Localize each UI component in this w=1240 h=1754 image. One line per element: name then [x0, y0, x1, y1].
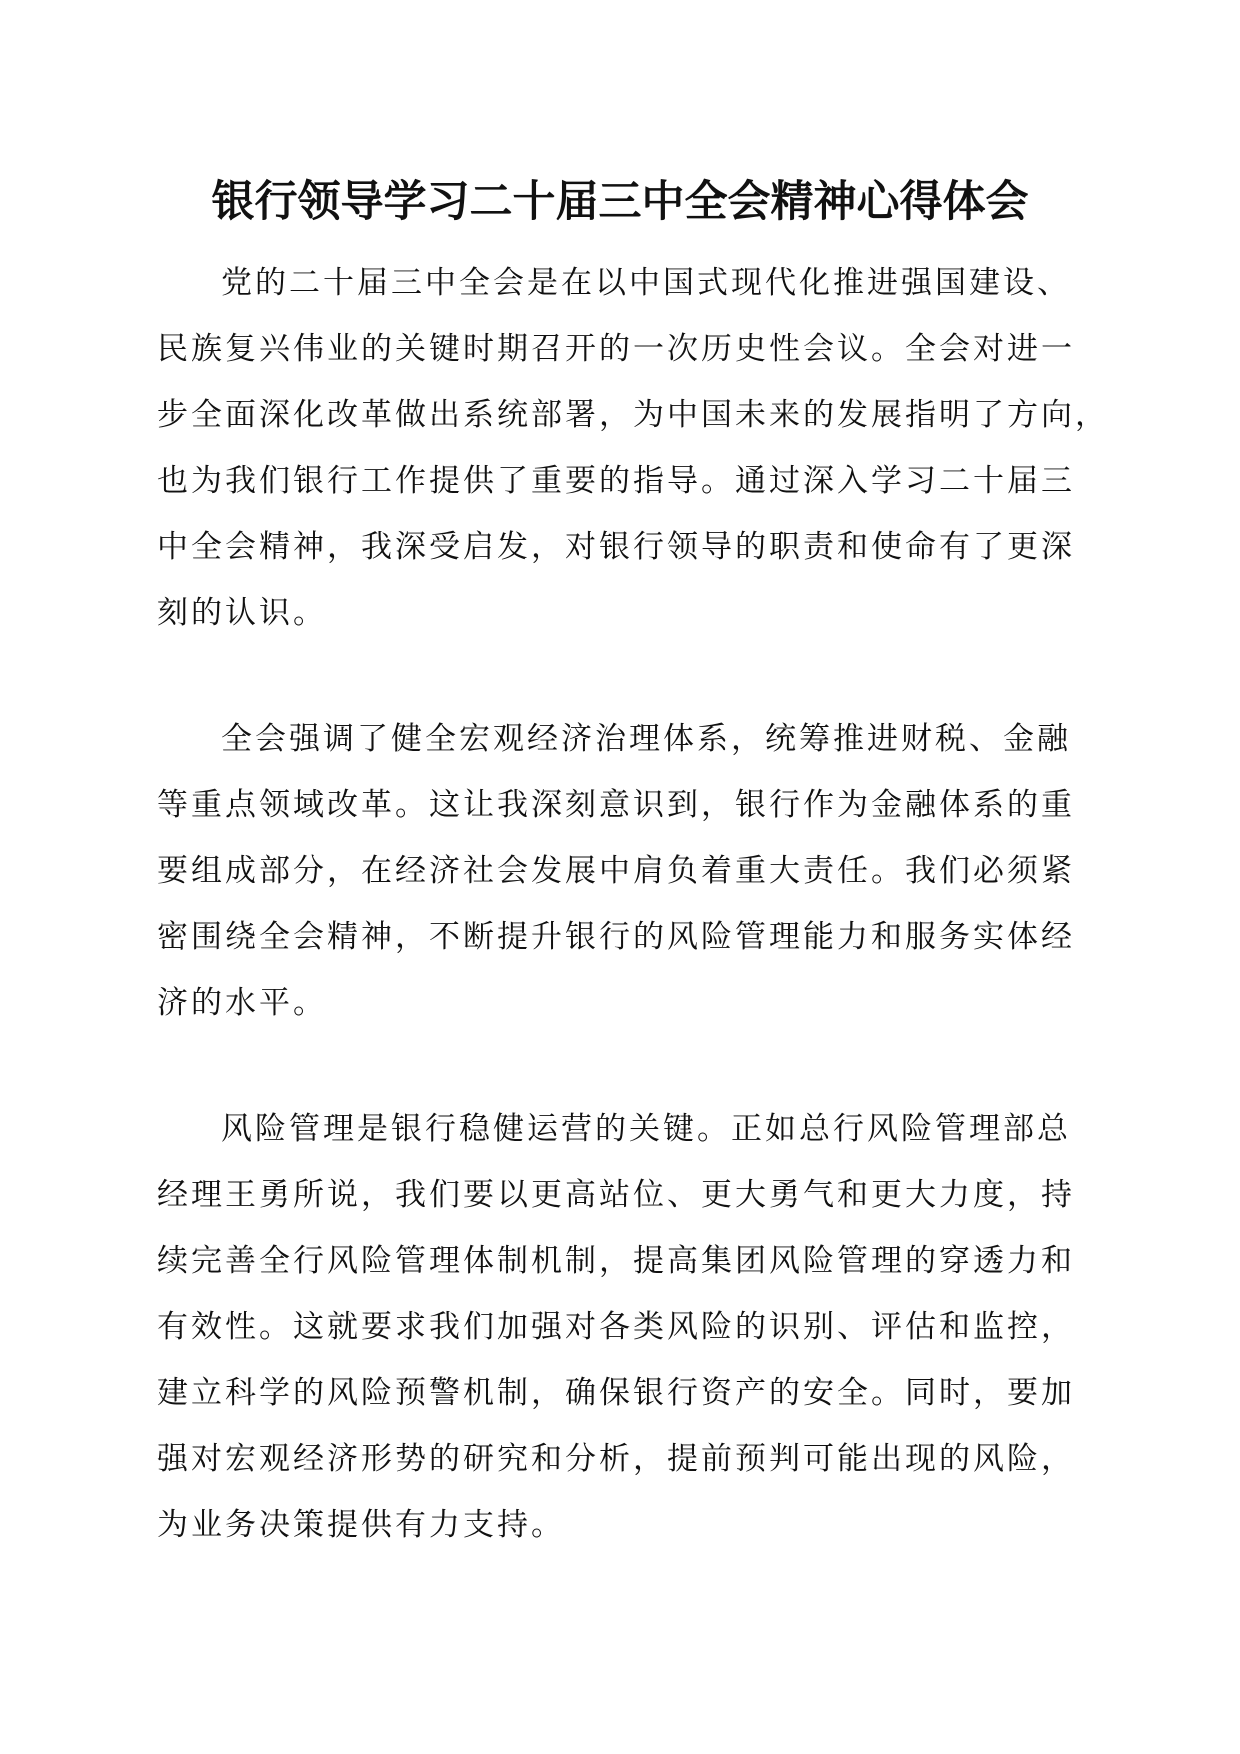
paragraph-line: 济的水平。 — [157, 985, 327, 1021]
paragraph-line: 建立科学的风险预警机制，确保银行资产的安全。同时，要加 — [157, 1375, 1075, 1411]
paragraph-line: 党的二十届三中全会是在以中国式现代化推进强国建设、 — [221, 265, 1071, 301]
paragraph-line: 续完善全行风险管理体制机制，提高集团风险管理的穿透力和 — [157, 1243, 1075, 1279]
paragraph-line: 全会强调了健全宏观经济治理体系，统筹推进财税、金融 — [221, 721, 1071, 757]
paragraph-line: 中全会精神，我深受启发，对银行领导的职责和使命有了更深 — [157, 529, 1075, 565]
paragraph-line: 等重点领域改革。这让我深刻意识到，银行作为金融体系的重 — [157, 787, 1075, 823]
paragraph-2 — [157, 706, 1097, 1036]
paragraph-line: 为业务决策提供有力支持。 — [157, 1507, 565, 1543]
paragraph-line: 民族复兴伟业的关键时期召开的一次历史性会议。全会对进一 — [157, 331, 1075, 367]
paragraph-line: 刻的认识。 — [157, 595, 327, 631]
paragraph-line: 密围绕全会精神，不断提升银行的风险管理能力和服务实体经 — [157, 919, 1075, 955]
paragraph-line: 经理王勇所说，我们要以更高站位、更大勇气和更大力度，持 — [157, 1177, 1075, 1213]
document-title: 银行领导学习二十届三中全会精神心得体会 — [211, 177, 1029, 227]
paragraph-line: 有效性。这就要求我们加强对各类风险的识别、评估和监控， — [157, 1309, 1075, 1345]
paragraph-3 — [157, 1096, 1097, 1558]
paragraph-line: 也为我们银行工作提供了重要的指导。通过深入学习二十届三 — [157, 463, 1075, 499]
paragraph-line: 要组成部分，在经济社会发展中肩负着重大责任。我们必须紧 — [157, 853, 1075, 889]
paragraph-line: 风险管理是银行稳健运营的关键。正如总行风险管理部总 — [221, 1111, 1071, 1147]
paragraph-line: 强对宏观经济形势的研究和分析，提前预判可能出现的风险， — [157, 1441, 1075, 1477]
paragraph-1 — [157, 250, 1109, 646]
paragraph-line: 步全面深化改革做出系统部署，为中国未来的发展指明了方向， — [157, 397, 1109, 433]
